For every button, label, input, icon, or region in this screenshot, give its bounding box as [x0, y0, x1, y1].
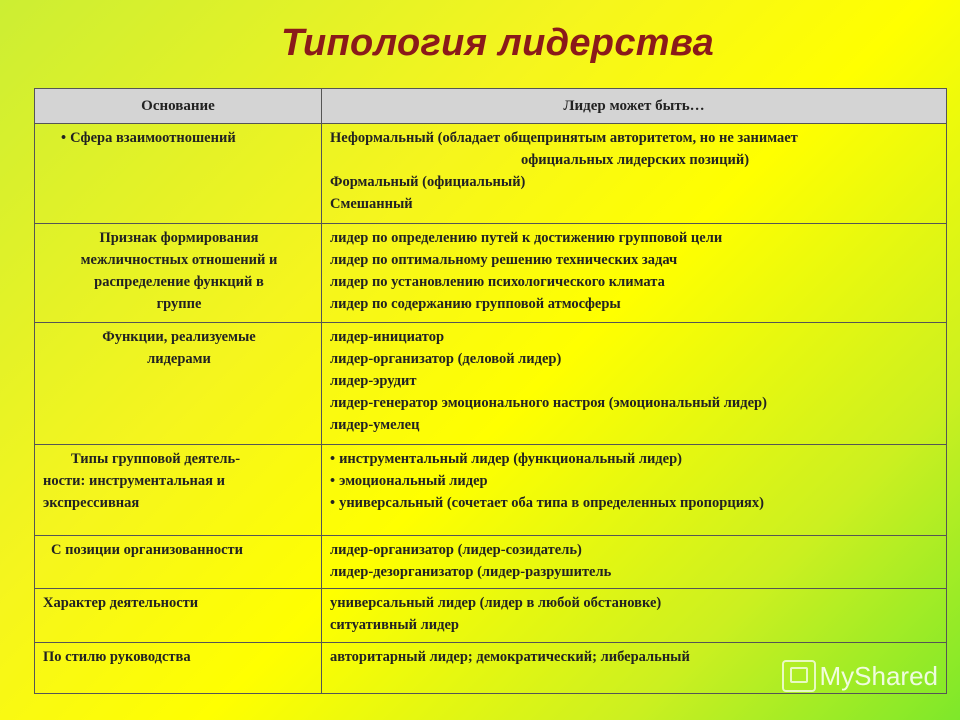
header-leader: Лидер может быть… [322, 89, 947, 124]
list-item: лидер-дезорганизатор (лидер-разрушитель [330, 564, 612, 580]
list-item: лидер по содержанию групповой атмосферы [330, 296, 621, 312]
list-item: универсальный лидер (лидер в любой обстановке) [330, 595, 662, 611]
list-item: лидер-инициатор [330, 329, 445, 345]
list-item: официальных лидерских позиций) [520, 152, 750, 168]
watermark-text: MyShared [819, 660, 938, 691]
basis-cell [35, 224, 322, 323]
basis-cell [35, 323, 322, 445]
basis-cell [35, 643, 322, 694]
basis-text: распределение функций в [94, 274, 264, 290]
list-item: лидер-организатор (деловой лидер) [330, 351, 562, 367]
list-item: Неформальный (обладает общепринятым авторитетом, но не занимает [330, 130, 798, 146]
leader-cell [322, 323, 947, 445]
table-row [35, 323, 947, 445]
basis-text: ности: инструментальная и [43, 473, 225, 489]
leader-cell [322, 124, 947, 224]
presentation-icon [782, 660, 816, 692]
basis-text: С позиции организованности [51, 542, 244, 558]
slide-title: Типология лидерства [280, 22, 715, 64]
list-item: ситуативный лидер [330, 617, 459, 633]
list-item: лидер-генератор эмоционального настроя (эмоциональный лидер) [330, 395, 767, 411]
list-item: • эмоциональный лидер [330, 470, 940, 492]
watermark [782, 660, 939, 692]
leader-cell [322, 536, 947, 589]
basis-text: экспрессивная [43, 495, 140, 511]
table-row [35, 445, 947, 536]
header-basis: Основание [35, 89, 322, 124]
table-row [35, 589, 947, 643]
table-row [35, 536, 947, 589]
list-item: лидер по оптимальному решению технических задач [330, 252, 678, 268]
basis-cell [35, 445, 322, 536]
leadership-typology-table [34, 88, 947, 694]
basis-cell [35, 536, 322, 589]
basis-text: Функции, реализуемые [102, 329, 256, 345]
basis-text: • Сфера взаимоотношений [43, 130, 236, 146]
basis-text: лидерами [147, 351, 211, 367]
list-item: • инструментальный лидер (функциональный лидер) [330, 448, 940, 470]
leader-cell [322, 445, 947, 536]
basis-text: По стилю руководства [43, 649, 191, 665]
list-item: авторитарный лидер; демократический; либеральный [330, 649, 690, 665]
leader-cell [322, 224, 947, 323]
list-item: лидер-организатор (лидер-созидатель) [330, 542, 582, 558]
table-row [35, 124, 947, 224]
basis-text: Характер деятельности [43, 595, 199, 611]
list-item: • универсальный (сочетает оба типа в определенных пропорциях) [330, 492, 940, 514]
list-item: лидер-эрудит [330, 373, 417, 389]
basis-text: группе [156, 296, 202, 312]
leader-cell [322, 589, 947, 643]
basis-text: межличностных отношений и [80, 252, 278, 268]
table-header-row [35, 89, 947, 124]
basis-cell [35, 589, 322, 643]
table-row [35, 224, 947, 323]
list-item: лидер-умелец [330, 417, 420, 433]
basis-cell [35, 124, 322, 224]
list-item: лидер по определению путей к достижению групповой цели [330, 230, 723, 246]
basis-text: Типы групповой деятель- [71, 451, 241, 467]
basis-text: Признак формирования [99, 230, 259, 246]
list-item: Смешанный [330, 196, 413, 212]
list-item: лидер по установлению психологического климата [330, 274, 665, 290]
list-item: Формальный (официальный) [330, 174, 526, 190]
